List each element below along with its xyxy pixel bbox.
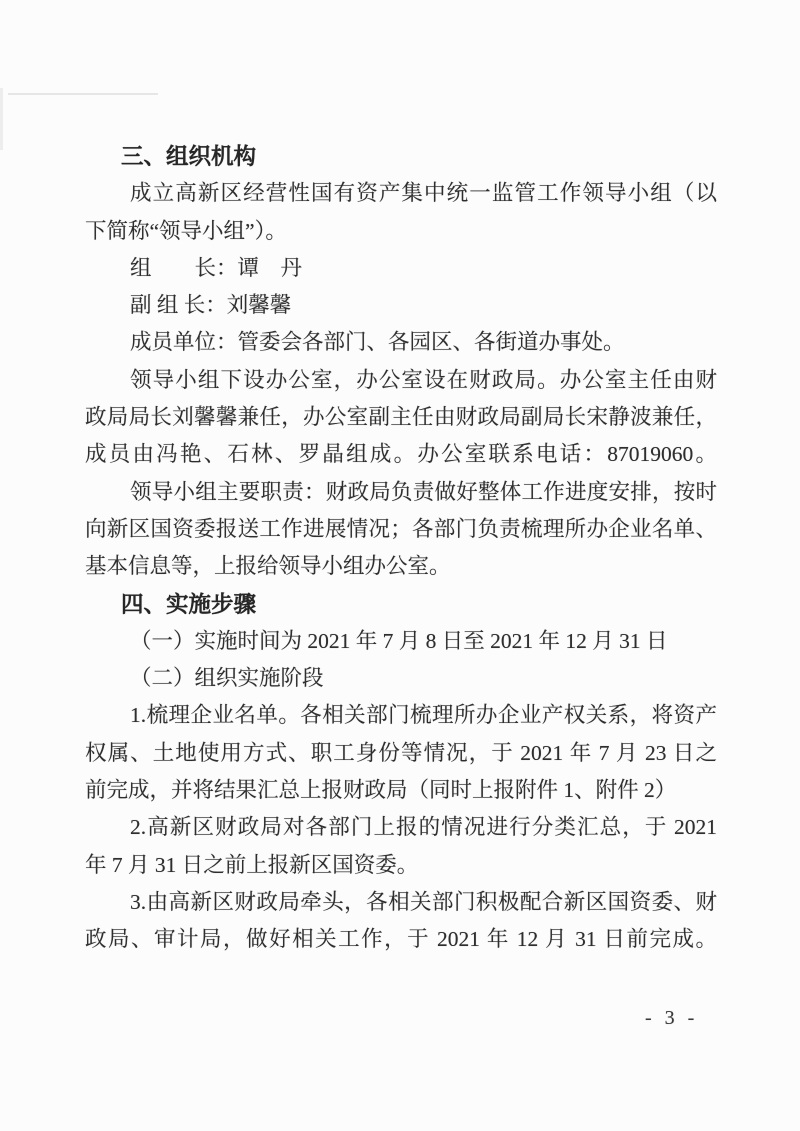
scan-artifact-line bbox=[8, 93, 158, 95]
paragraph-line: 政局、审计局，做好相关工作，于 2021 年 12 月 31 日前完成。 bbox=[85, 927, 717, 952]
step-1-line: 1.梳理企业名单。各相关部门梳理所办企业产权关系，将资产 bbox=[130, 703, 717, 728]
paragraph-line: 领导小组下设办公室，办公室设在财政局。办公室主任由财 bbox=[130, 367, 717, 392]
deputy-leader-line: 副 组 长：刘馨馨 bbox=[130, 293, 292, 318]
section-heading-4: 四、实施步骤 bbox=[121, 591, 257, 617]
section-heading-3: 三、组织机构 bbox=[121, 144, 257, 169]
scan-artifact-edge bbox=[0, 88, 3, 150]
item-1-line: （一）实施时间为 2021 年 7 月 8 日至 2021 年 12 月 31 日 bbox=[130, 628, 668, 653]
leader-line: 组 长：谭 丹 bbox=[130, 255, 303, 280]
step-3-line: 3.由高新区财政局牵头，各相关部门积极配合新区国资委、财 bbox=[130, 889, 717, 914]
paragraph-line: 权属、土地使用方式、职工身份等情况，于 2021 年 7 月 23 日之 bbox=[85, 740, 717, 765]
step-2-line: 2.高新区财政局对各部门上报的情况进行分类汇总，于 2021 bbox=[130, 815, 717, 840]
paragraph-line: 领导小组主要职责：财政局负责做好整体工作进度安排，按时 bbox=[130, 479, 717, 504]
item-2-line: （二）组织实施阶段 bbox=[130, 666, 324, 691]
paragraph-line: 政局局长刘馨馨兼任，办公室副主任由财政局副局长宋静波兼任， bbox=[85, 405, 717, 430]
paragraph-line: 向新区国资委报送工作进展情况；各部门负责梳理所办企业名单、 bbox=[85, 516, 717, 541]
member-units-line: 成员单位：管委会各部门、各园区、各街道办事处。 bbox=[130, 330, 625, 355]
paragraph-line: 基本信息等，上报给领导小组办公室。 bbox=[85, 554, 451, 579]
paragraph-line: 成立高新区经营性国有资产集中统一监管工作领导小组（以 bbox=[130, 181, 717, 206]
paragraph-line: 年 7 月 31 日之前上报新区国资委。 bbox=[85, 852, 419, 877]
document-body bbox=[85, 138, 717, 959]
paragraph-line: 前完成，并将结果汇总上报财政局（同时上报附件 1、附件 2） bbox=[85, 778, 677, 803]
office-phone-line: 成员由冯艳、石林、罗晶组成。办公室联系电话：87019060。 bbox=[85, 442, 717, 467]
page-number: - 3 - bbox=[645, 1007, 699, 1029]
paragraph-line: 下简称“领导小组”）。 bbox=[85, 218, 287, 243]
